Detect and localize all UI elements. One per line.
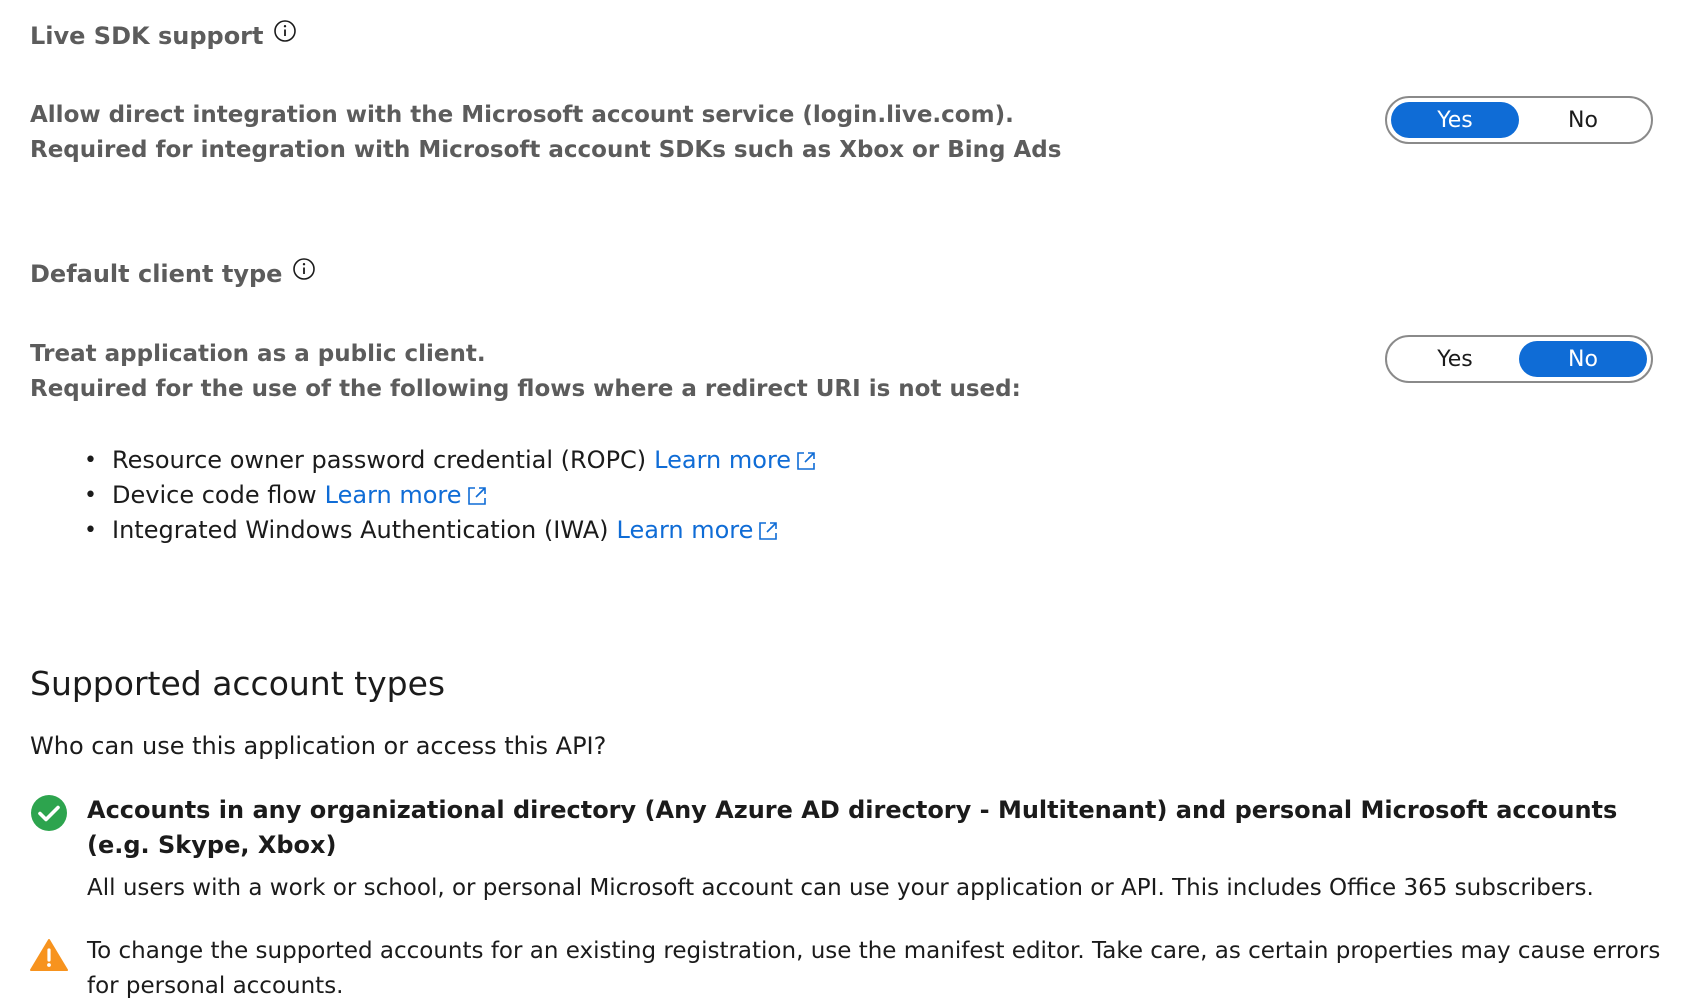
- live-sdk-yes-option[interactable]: Yes: [1391, 102, 1519, 138]
- selected-account-description: All users with a work or school, or personal Microsoft account can use your application or API. This includes Office 365 subscribers.: [87, 875, 1594, 901]
- check-circle-icon: [30, 794, 68, 832]
- supported-accounts-heading: Supported account types: [30, 664, 446, 703]
- external-link-icon: [465, 484, 489, 508]
- manifest-warning: To change the supported accounts for an existing registration, use the manifest editor. Take care, as certain properties may cause errors for personal accounts.: [87, 938, 1661, 999]
- selected-account-type: Accounts in any organizational directory (Any Azure AD directory - Multitenant) and personal Microsoft accounts (e.g. Skype, Xbox): [87, 796, 1618, 859]
- bullet: •: [84, 518, 97, 543]
- default-client-toggle[interactable]: [1385, 335, 1653, 383]
- list-item: [84, 443, 818, 478]
- flow-label: Integrated Windows Authentication (IWA): [112, 516, 609, 544]
- flows-list: [84, 443, 818, 548]
- supported-accounts-question: Who can use this application or access this API?: [30, 732, 607, 760]
- info-icon[interactable]: [273, 19, 297, 43]
- default-client-desc-line2: Required for the use of the following flows where a redirect URI is not used:: [30, 376, 1021, 402]
- external-link-icon: [756, 519, 780, 543]
- list-item: [84, 478, 818, 513]
- default-client-description: [30, 337, 1021, 407]
- learn-more-link-ropc[interactable]: [654, 443, 818, 478]
- bullet: •: [84, 483, 97, 508]
- learn-more-link-iwa[interactable]: [617, 513, 781, 548]
- external-link-icon: [794, 449, 818, 473]
- learn-more-link-device-code[interactable]: [325, 478, 489, 513]
- flow-label: Device code flow: [112, 481, 317, 509]
- default-client-yes-option[interactable]: Yes: [1437, 346, 1473, 372]
- default-client-title-text: Default client type: [30, 260, 283, 288]
- live-sdk-description: [30, 98, 1061, 168]
- learn-more-text: Learn more: [616, 516, 754, 544]
- warning-icon: [30, 938, 68, 972]
- live-sdk-no-option[interactable]: No: [1568, 107, 1598, 133]
- default-client-title: [30, 260, 316, 288]
- live-sdk-desc-line2: Required for integration with Microsoft account SDKs such as Xbox or Bing Ads: [30, 137, 1062, 163]
- flow-label: Resource owner password credential (ROPC): [112, 446, 647, 474]
- learn-more-text: Learn more: [324, 481, 462, 509]
- bullet: •: [84, 448, 97, 473]
- default-client-desc-line1: Treat application as a public client.: [30, 341, 486, 367]
- info-icon[interactable]: [292, 257, 316, 281]
- live-sdk-title-text: Live SDK support: [30, 22, 264, 50]
- list-item: [84, 513, 818, 548]
- learn-more-text: Learn more: [654, 446, 792, 474]
- live-sdk-title: [30, 22, 297, 50]
- default-client-no-option[interactable]: No: [1519, 341, 1647, 377]
- live-sdk-desc-line1: Allow direct integration with the Microsoft account service (login.live.com).: [30, 102, 1014, 128]
- live-sdk-toggle[interactable]: [1385, 96, 1653, 144]
